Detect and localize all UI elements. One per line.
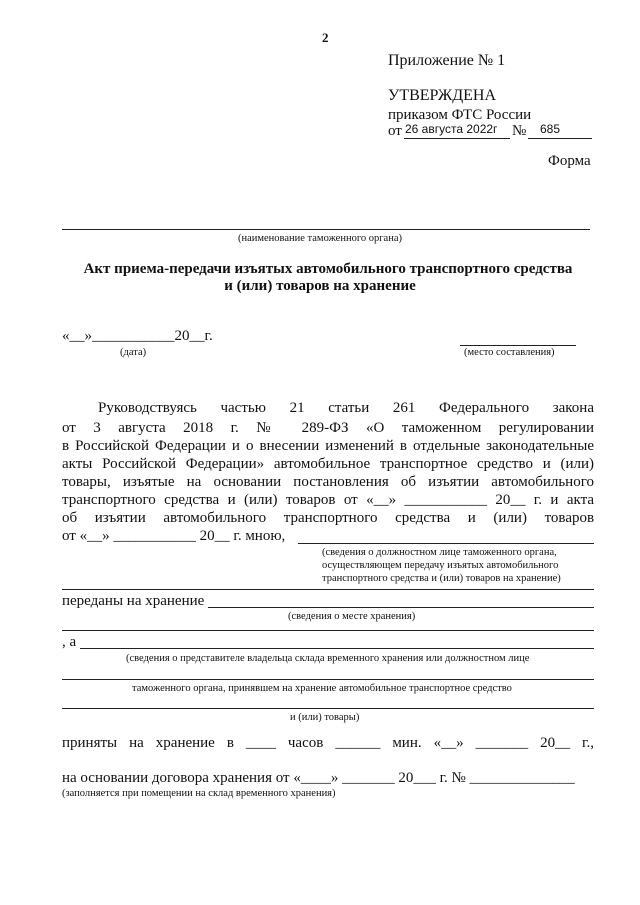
document-title-line1: Акт приема-передачи изъятых автомобильного транспортного средства (83, 261, 573, 277)
word: _______ (475, 735, 529, 751)
order-number-line (528, 138, 592, 139)
word: транспортного (283, 510, 378, 526)
word: товары, изъятые на основании постановления об изъятии автомобильного (62, 474, 594, 490)
word: закона (552, 400, 594, 416)
word: 21 (289, 400, 305, 416)
word: «__» (433, 735, 464, 751)
order-from-prefix: от (388, 123, 402, 139)
paragraph-line-7 (62, 510, 594, 527)
word: транспортного средства и (или) товаров от «__» ___________ 20__ г. и акта (62, 492, 594, 508)
word: «О (365, 420, 385, 436)
storage-line (208, 607, 594, 608)
receiver-caption-line2: таможенного органа, принявшем на хранение автомобильное транспортное средство (132, 683, 512, 694)
word: в (226, 735, 234, 751)
receiver-line-3 (62, 708, 594, 709)
paragraph-line-5 (62, 474, 594, 491)
place-line (460, 345, 576, 346)
approved-label: УТВЕРЖДЕНА (388, 87, 497, 104)
word: 20__ (540, 735, 571, 751)
word: 3 (93, 420, 101, 436)
word: ______ (335, 735, 381, 751)
receiver-caption-line3: и (или) товары) (290, 712, 360, 723)
word: приняты (62, 735, 118, 751)
paragraph-line-3 (62, 438, 594, 455)
accepted-line (62, 735, 594, 752)
word: регулировании (498, 420, 595, 436)
contract-caption: (заполняется при помещении на склад временного хранения) (62, 788, 336, 799)
official-caption-line2: осуществляющем передачу изъятых автомобильного (322, 560, 559, 571)
paragraph-line-2 (62, 420, 594, 437)
word: на (129, 735, 144, 751)
word: 261 (392, 400, 416, 416)
order-number-value: 685 (540, 122, 561, 136)
word: товаров (544, 510, 595, 526)
date-caption: (дата) (120, 347, 147, 358)
document-title-line2: и (или) товаров на хранение (224, 278, 416, 294)
order-date-value: 26 августа 2022г (405, 122, 498, 136)
paragraph-line-1 (98, 400, 594, 417)
word: акты Российской Федерации» автомобильное транспортное средство и (или) (62, 456, 594, 472)
order-date-line (404, 138, 510, 139)
word: мин. (392, 735, 422, 751)
paragraph-line-6 (62, 492, 594, 509)
paragraph-line-4 (62, 456, 594, 473)
official-caption-line3: транспортного средства и (или) товаров на хранение) (322, 573, 561, 584)
word: ____ (245, 735, 276, 751)
word: г., (582, 735, 595, 751)
word: статьи (328, 400, 370, 416)
word: августа (118, 420, 166, 436)
storage-caption: (сведения о месте хранения) (288, 611, 416, 622)
date-field: «__»___________20__г. (62, 328, 213, 344)
and-prefix: , а (62, 634, 77, 650)
customs-body-line (62, 229, 590, 230)
receiver-line (80, 648, 594, 649)
word: Федерального (439, 400, 530, 416)
word: Руководствуясь (98, 400, 197, 416)
word: об (62, 510, 78, 526)
word: от (62, 420, 76, 436)
word: в Российской Федерации и о внесении изменений в отдельные законодательные (62, 438, 594, 454)
word: автомобильного (163, 510, 267, 526)
form-label: Форма (548, 153, 591, 169)
paragraph-last-line: от «__» ___________ 20__ г. мною, (62, 528, 286, 544)
receiver-caption-line1: (сведения о представителе владельца склада временного хранения или должностном лице (126, 653, 530, 664)
order-number-prefix: № (512, 123, 527, 139)
word: и (467, 510, 476, 526)
official-caption-line1: (сведения о должностном лице таможенного органа, (322, 547, 557, 558)
official-continuation-line (62, 589, 594, 590)
word: хранение (155, 735, 215, 751)
appendix-label: Приложение № 1 (388, 52, 506, 69)
word: средства (395, 510, 451, 526)
official-caption (322, 546, 561, 585)
word: 289-ФЗ (301, 420, 349, 436)
customs-body-caption: (наименование таможенного органа) (237, 233, 402, 244)
word: 2018 (183, 420, 214, 436)
receiver-line-2 (62, 679, 594, 680)
word: часов (287, 735, 324, 751)
word: № (256, 420, 285, 436)
transferred-label: переданы на хранение (62, 593, 205, 609)
word: частью (220, 400, 266, 416)
word: таможенном (401, 420, 482, 436)
official-line (298, 543, 594, 544)
word: изъятии (94, 510, 146, 526)
storage-continuation-line (62, 630, 594, 631)
place-caption: (место составления) (464, 347, 555, 358)
order-label: приказом ФТС России (388, 107, 532, 123)
contract-line: на основании договора хранения от «____» _______ 20___ г. № ______________ (62, 770, 575, 786)
word: (или) (493, 510, 527, 526)
page-number: 2 (322, 30, 329, 45)
word: г. (230, 420, 239, 436)
